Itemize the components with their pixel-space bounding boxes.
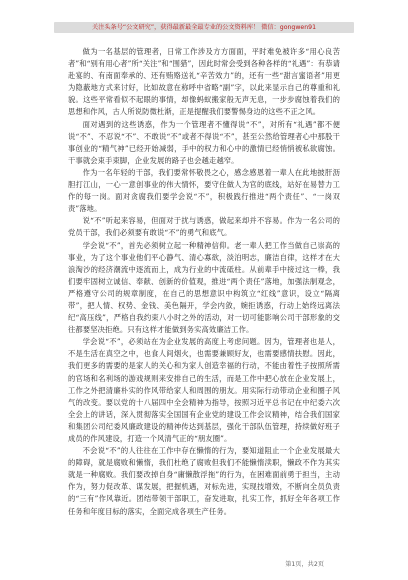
paragraph: 面对遇到的这些诱惑，作为一个管理者不懂得说“不”，对所有“礼遇”都不便说“不”、不忍说“不”、不敢说“不”或者不得说“不”，甚至公然给管理者心中那股干事创业的“精气神”已经开始减弱，手中的权力和心中的激情已经悄悄被私欲腐蚀。干事就会束手束脚，企业发展的路子也会越走越窄。 — [68, 119, 340, 165]
header-banner[interactable]: 关注头条号“公文研究”，获得最新最全最专业的公文资料库！ 微信：gongwen91 — [54, 22, 354, 33]
paragraph: 学会说“不”，首先必须树立起一种精神信仰。老一辈人把工作当做自己崇高的事业，为了这个事业他们平心静气、清心寡欲，淡泊明志，廉洁自律，这样才在大浪淘沙的经济潮流中逐流而上，成为行业的中流砥柱。从前辈手中接过这一棒，我们要牢固树立诚信、奉献、创新的价值观，推进“两个责任”落地，加强法制观念，严格遵守公司的规章制度，在自己的思想意识中构筑立“红线”意识，设立“隔离带”，把人情、权势、金钱、美色隔开，学会内敛，婉拒诱惑，行动上始终远离法纪“高压线”，严格自我约束八小时之外的活动，对一切可能影响公司干部形象的交往都要坚决拒绝。只有这样才能做到务实高效廉洁工作。 — [68, 240, 340, 335]
document-body — [68, 46, 340, 518]
paragraph: 说“不”听起来容易，但面对于扰与诱惑，做起来却并不容易。作为一名公司的党员干部，我们必须要有敢说“不”的勇气和底气。 — [68, 216, 340, 238]
paragraph: 学会说“不”，必须站在为企业发展的高度上考虑问题。因为，管理者也是人，不是生活在真空之中，也食人间烟火，也需要兼顾好友，也需要感情扶慰。因此，我们更多的需要的是家人的关心和为家人创造幸福的行动，不能由着性子按照所需的官场和名利场的游戏规则来安排自己的生活，而是工作中把心放在企业发展上，工作之外把清廉朴实的作风带给家人和周围的朋友。用实际行动带动企业和圈子风气的改变。要以党的十八届四中全会精神为指导，按照习近平总书记在中纪委六次全会上的讲话，深入贯彻落实全国国有企业党的建设工作会议精神，结合我们国家和集团公司纪委风廉政建设的精神传达到基层，强化干部队伍管理，持续做好班子成员的作风建设，打造一个风清气正的“朋友圈”。 — [68, 337, 340, 443]
paragraph: 不会说“不”的人往往在工作中存在懒惰的行为，要知道阻止一个企业发展最大的障碍，就是腐败和懒惰，我们杜绝了腐败但我们不能懒惰渎职，懒政不作为其实就是一种腐败。我们要改掉自身“庸懒散浮拖”的行为，在困难面前勇于担当，主动作为，努力促改革、谋发展，把握机遇，对标先进，实现技增效，不断向全员负责的“三有”作风靠近。团结带领干部职工，奋发进取，扎实工作，抓好全年各项工作任务和年度目标的落实，全面完成各项生产任务。 — [68, 446, 340, 516]
page-footer: 第1页，共2页 — [285, 561, 324, 568]
paragraph: 作为一名年轻的干部，我们要常怀敬畏之心，感念感恩着一辈人在此地披肝沥胆打江山，一心一意创事业的伟大情怀，要守住做人为官的底线，站好在易替力工作的每一岗。面对贪腐我们要学会说“不”，积极践行推进“两个责任”、“一岗双责”落地。 — [68, 167, 340, 214]
paragraph: 做为一名基层的管理者，日常工作涉及方方面面，平时难免被许多“用心良苦者”和“别有用心者”所“关注”和“围猎”，因此时常会受到各种各样的“礼遇”：有恭请赴宴的、有南面奉承的、还有贿赂送礼“辛苦效力”的，还有一些“甜言蜜语者”用更为隐蔽地方式来讨好，比如故意在称呼中省略“副”字，以此来显示自己的尊重和礼貌。这些平常看似不起眼的事情，却像蚂蚁搬家般无声无息，一步步腐蚀着我们的思想和作风，古人所说防微杜渐，正是提醒我们要警惕身边的这些不正之风。 — [68, 47, 340, 117]
